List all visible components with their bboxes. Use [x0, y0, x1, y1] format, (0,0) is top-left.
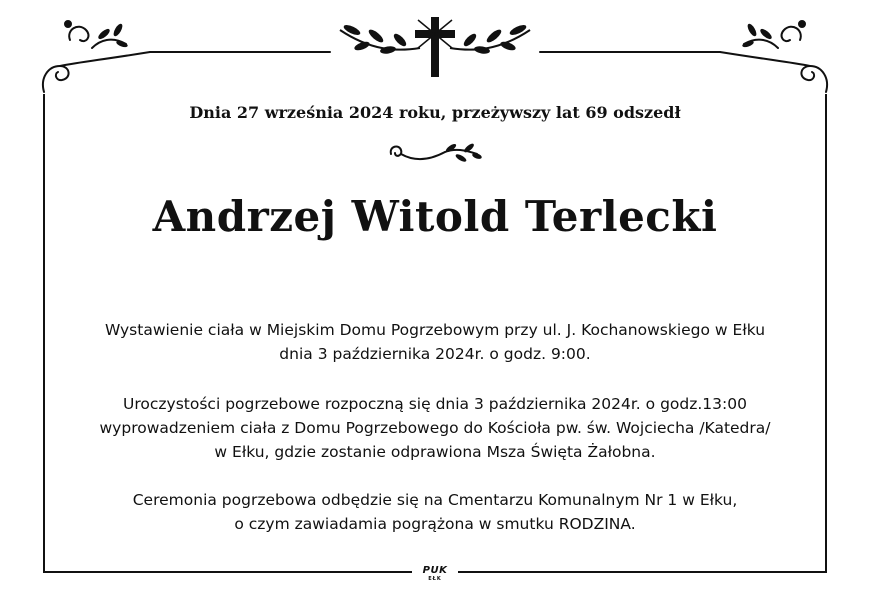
ceremony-paragraph [40, 392, 830, 464]
logo-main-text: PUK [422, 565, 448, 576]
olive-branch-icon-left [97, 22, 129, 48]
viewing-paragraph [40, 318, 830, 366]
paragraph-line: dnia 3 października 2024r. o godz. 9:00. [279, 345, 591, 363]
burial-paragraph [40, 488, 830, 536]
paragraph-line: w Ełku, gdzie zostanie odprawiona Msza Święta Żałobna. [214, 443, 656, 461]
deceased-name: Andrzej Witold Terlecki [152, 192, 718, 241]
paragraph-line: o czym zawiadamia pogrążona w smutku RODZINA. [234, 515, 636, 533]
cross-icon [415, 17, 455, 77]
paragraph-line: Wystawienie ciała w Miejskim Domu Pogrzebowym przy ul. J. Kochanowskiego w Ełku [104, 321, 766, 339]
paragraph-line: wyprowadzeniem ciała z Domu Pogrzebowego do Kościoła pw. św. Wojciecha /Katedra/ [99, 419, 771, 437]
swirl-ornament-icon-right [720, 21, 827, 92]
top-ornament [0, 0, 870, 100]
olive-branch-icon-right [742, 22, 774, 48]
paragraph-line: Ceremonia pogrzebowa odbędzie się na Cmentarzu Komunalnym Nr 1 w Ełku, [132, 491, 738, 509]
olive-branch-icon [385, 140, 485, 170]
logo-sub-text: EŁK [428, 576, 442, 582]
puk-logo [412, 563, 458, 585]
death-announcement-line: Dnia 27 września 2024 roku, przeżywszy lat 69 odszedł [189, 103, 681, 122]
paragraph-line: Uroczystości pogrzebowe rozpoczną się dnia 3 października 2024r. o godz.13:00 [123, 395, 747, 413]
swirl-ornament-icon-left [43, 21, 150, 92]
